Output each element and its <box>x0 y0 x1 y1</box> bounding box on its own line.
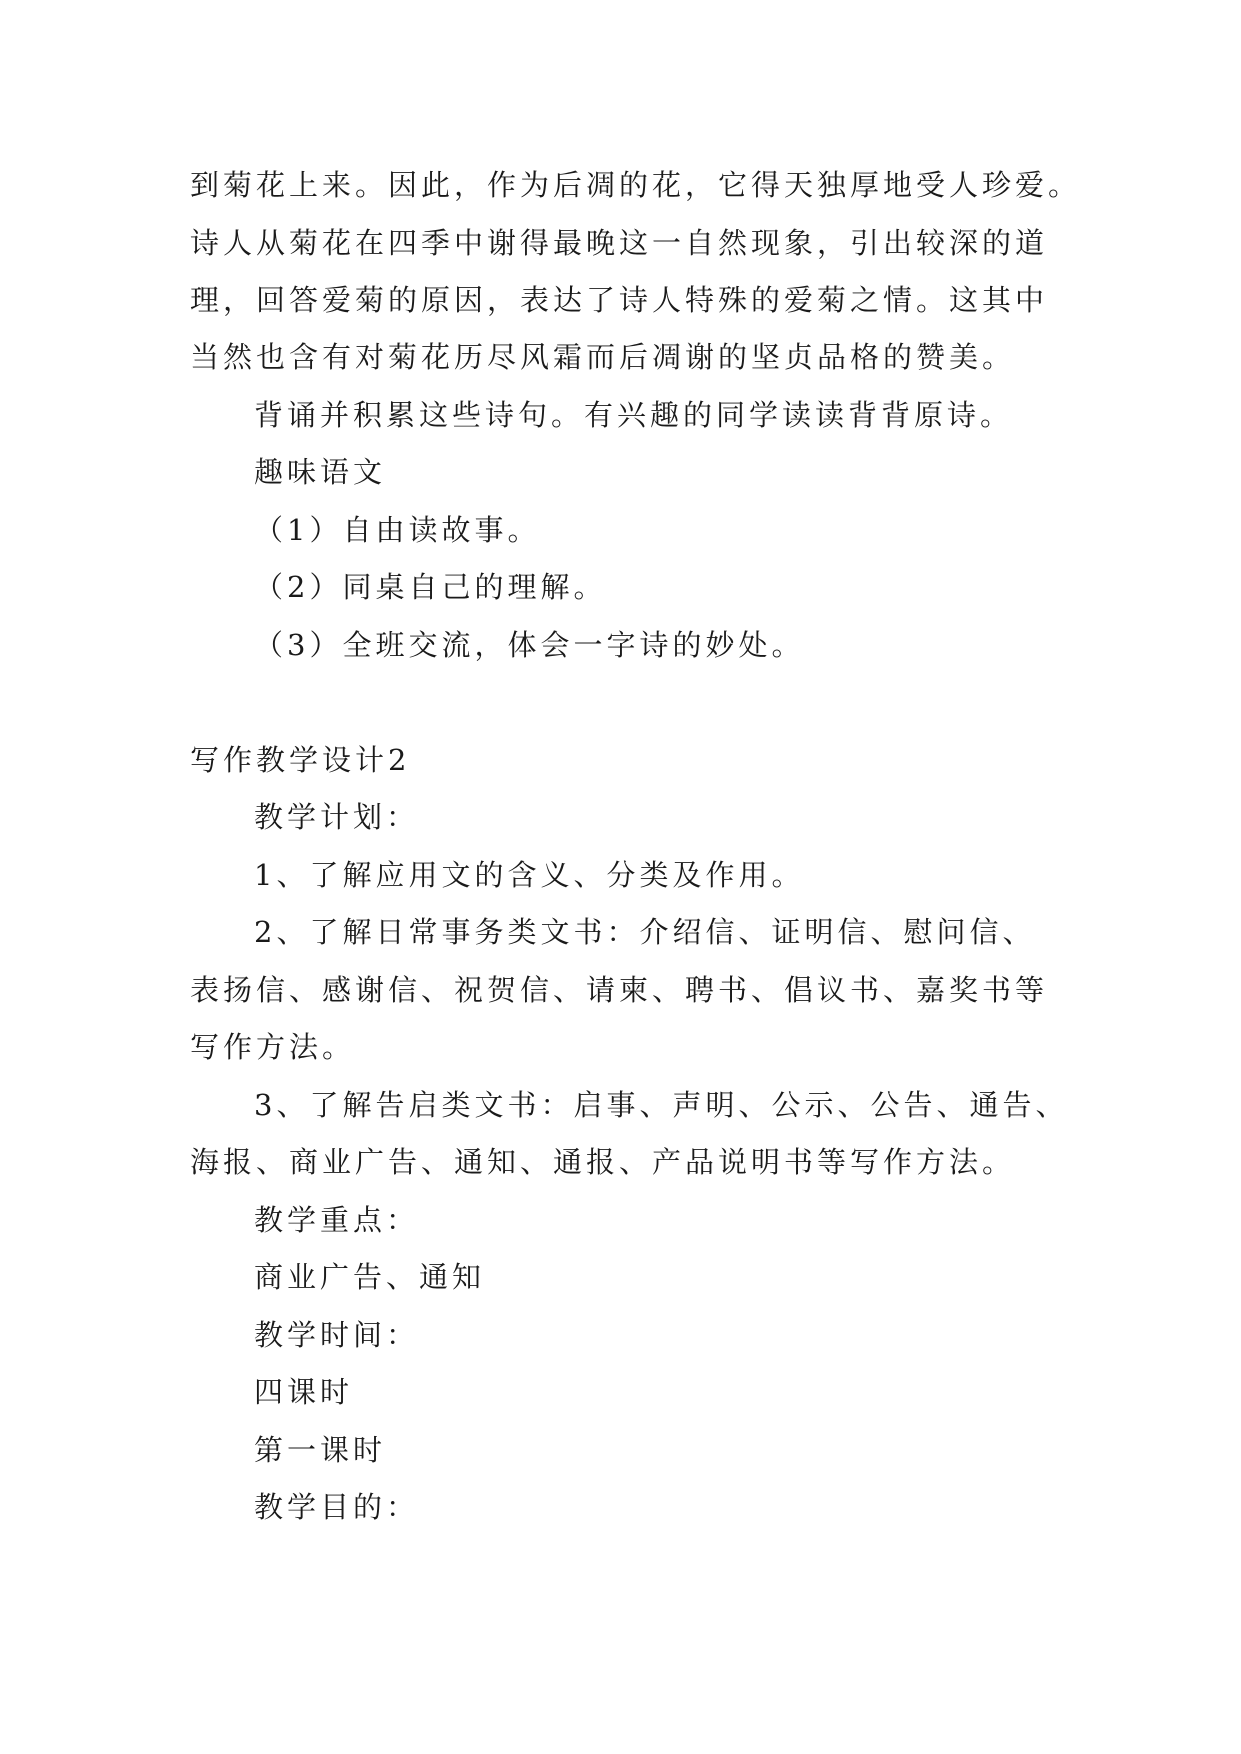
step-item: （1）自由读故事。 <box>254 513 541 547</box>
paragraph-line: 诗人从菊花在四季中谢得最晚这一自然现象，引出较深的道 <box>190 226 1049 260</box>
focus-label: 教学重点： <box>254 1203 420 1237</box>
plan-item-2: 2、了解日常事务类文书：介绍信、证明信、慰问信、 <box>254 915 1036 949</box>
plan-label: 教学计划： <box>254 800 420 834</box>
section-title: 写作教学设计2 <box>190 743 411 777</box>
goal-label: 教学目的： <box>254 1490 420 1524</box>
paragraph-line: 当然也含有对菊花历尽风霜而后凋谢的坚贞品格的赞美。 <box>190 340 1016 374</box>
time-value: 四课时 <box>254 1375 354 1409</box>
time-label: 教学时间： <box>254 1318 420 1352</box>
plan-item-3: 3、了解告启类文书：启事、声明、公示、公告、通告、 <box>254 1088 1069 1122</box>
plan-item-2-cont: 表扬信、感谢信、祝贺信、请柬、聘书、倡议书、嘉奖书等 <box>190 973 1049 1007</box>
step-item: （2）同桌自己的理解。 <box>254 570 607 604</box>
plan-item-2-cont: 写作方法。 <box>190 1030 356 1064</box>
paragraph-line: 到菊花上来。因此，作为后凋的花，它得天独厚地受人珍爱。 <box>190 168 1082 202</box>
paragraph-line: 理，回答爱菊的原因，表达了诗人特殊的爱菊之情。这其中 <box>190 283 1049 317</box>
plan-item-3-cont: 海报、商业广告、通知、通报、产品说明书等写作方法。 <box>190 1145 1016 1179</box>
focus-value: 商业广告、通知 <box>254 1260 486 1294</box>
recite-instruction: 背诵并积累这些诗句。有兴趣的同学读读背背原诗。 <box>254 398 1014 432</box>
fun-chinese-heading: 趣味语文 <box>254 455 387 489</box>
plan-item-1: 1、了解应用文的含义、分类及作用。 <box>254 858 805 892</box>
step-item: （3）全班交流，体会一字诗的妙处。 <box>254 628 805 662</box>
lesson-label: 第一课时 <box>254 1433 387 1467</box>
